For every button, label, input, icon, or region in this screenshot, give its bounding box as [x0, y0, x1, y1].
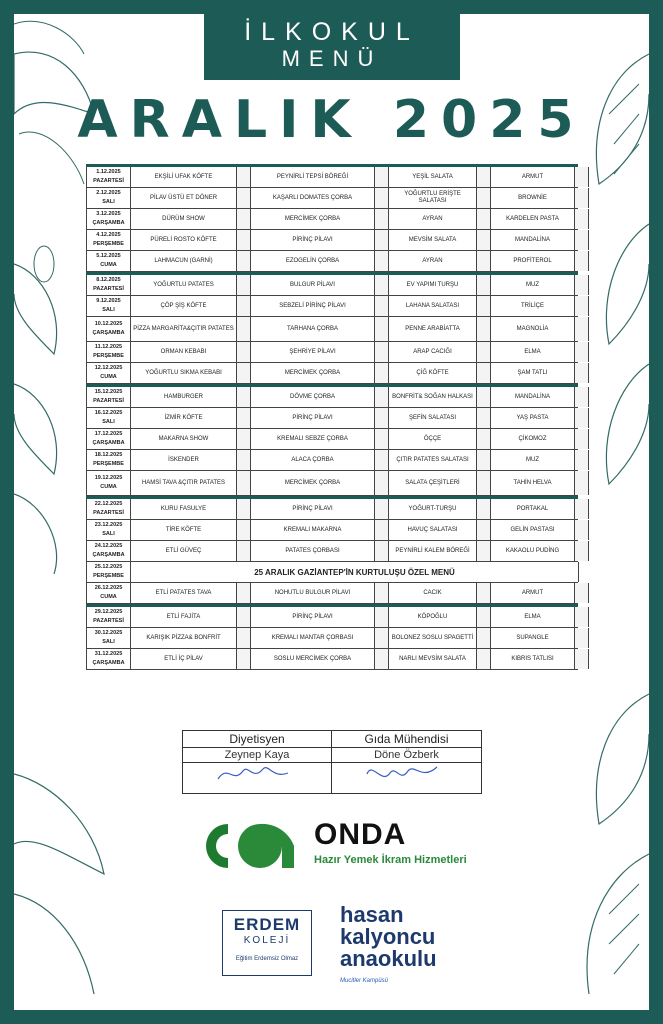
- dish-cell: EV YAPIMI TURŞU: [389, 275, 477, 295]
- dish-cell: MERCİMEK ÇORBA: [251, 471, 375, 495]
- blank-cell: [575, 450, 589, 470]
- menu-row: [86, 230, 578, 251]
- blank-cell: [477, 209, 491, 229]
- dish-cell: PİLAV ÜSTÜ ET DÖNER: [131, 188, 237, 208]
- dish-cell: BONFRİT& SOĞAN HALKASI: [389, 387, 477, 407]
- menu-row: [86, 317, 578, 342]
- blank-cell: [375, 317, 389, 341]
- dish-cell: HAMBURGER: [131, 387, 237, 407]
- leaf-decoration-icon: [559, 674, 649, 1004]
- blank-cell: [237, 296, 251, 316]
- dish-cell: KARIŞIK PİZZA& BONFRİT: [131, 628, 237, 648]
- blank-cell: [375, 583, 389, 603]
- dish-cell: HAMSİ TAVA &ÇITIR PATATES: [131, 471, 237, 495]
- date-text: 17.12.2025: [94, 431, 123, 437]
- blank-cell: [375, 649, 389, 669]
- blank-cell: [375, 628, 389, 648]
- blank-cell: [237, 275, 251, 295]
- date-text: 4.12.2025: [96, 232, 121, 238]
- signature-table: [182, 730, 482, 794]
- blank-cell: [375, 251, 389, 271]
- signature-scribble-icon: [213, 759, 293, 787]
- day-text: ÇARŞAMBA: [92, 552, 125, 558]
- menu-row: [86, 251, 578, 272]
- date-cell: [87, 471, 131, 495]
- dish-cell: LAHMACUN (GARNİ): [131, 251, 237, 271]
- date-cell: [87, 230, 131, 250]
- dish-cell: BOLONEZ SOSLU SPAGETTİ: [389, 628, 477, 648]
- blank-cell: [477, 188, 491, 208]
- date-cell: [87, 209, 131, 229]
- dish-cell: YEŞİL SALATA: [389, 167, 477, 187]
- blank-cell: [575, 583, 589, 603]
- dish-cell: PEYNİRLİ KALEM BÖREĞİ: [389, 541, 477, 561]
- date-text: 30.12.2025: [94, 630, 123, 636]
- dish-cell: BROWNİE: [491, 188, 575, 208]
- blank-cell: [375, 363, 389, 383]
- date-text: 1.12.2025: [96, 169, 121, 175]
- menu-row: [86, 562, 578, 583]
- blank-cell: [575, 275, 589, 295]
- blank-cell: [477, 450, 491, 470]
- dish-cell: ŞAM TATLI: [491, 363, 575, 383]
- blank-cell: [237, 317, 251, 341]
- dish-cell: İZMİR KÖFTE: [131, 408, 237, 428]
- date-cell: [87, 342, 131, 362]
- dish-cell: MANDALİNA: [491, 230, 575, 250]
- dish-cell: KARDELEN PASTA: [491, 209, 575, 229]
- blank-cell: [575, 628, 589, 648]
- blank-cell: [375, 275, 389, 295]
- dish-cell: PENNE ARABİATTA: [389, 317, 477, 341]
- date-cell: [87, 450, 131, 470]
- date-cell: [87, 296, 131, 316]
- blank-cell: [477, 649, 491, 669]
- dish-cell: KURU FASULYE: [131, 499, 237, 519]
- dish-cell: CACIK: [389, 583, 477, 603]
- signature-left: [183, 731, 332, 793]
- date-text: 23.12.2025: [94, 522, 123, 528]
- blank-cell: [237, 408, 251, 428]
- day-text: PAZARTESİ: [93, 618, 124, 624]
- blank-cell: [477, 628, 491, 648]
- signature-role: Diyetisyen: [183, 731, 331, 748]
- dish-cell: MERCİMEK ÇORBA: [251, 209, 375, 229]
- menu-row: [86, 188, 578, 209]
- dish-cell: PİZZA MARGARİTA&ÇITIR PATATES: [131, 317, 237, 341]
- blank-cell: [237, 429, 251, 449]
- dish-cell: MAKARNA SHOW: [131, 429, 237, 449]
- dish-cell: ÇITIR PATATES SALATASI: [389, 450, 477, 470]
- blank-cell: [237, 387, 251, 407]
- dish-cell: KAŞARLI DOMATES ÇORBA: [251, 188, 375, 208]
- day-text: CUMA: [100, 262, 117, 268]
- blank-cell: [575, 471, 589, 495]
- dish-cell: PİRİNÇ PİLAVI: [251, 230, 375, 250]
- hasan-line-3: anaokulu: [340, 946, 437, 971]
- date-cell: [87, 649, 131, 669]
- title-line-1: İLKOKUL: [244, 18, 420, 46]
- blank-cell: [237, 471, 251, 495]
- dish-cell: MUZ: [491, 450, 575, 470]
- signature-scribble-icon: [362, 759, 442, 787]
- day-text: PAZARTESİ: [93, 286, 124, 292]
- date-cell: [87, 317, 131, 341]
- day-text: SALI: [102, 199, 115, 205]
- leaf-decoration-icon: [14, 734, 114, 1010]
- signature-name: Zeynep Kaya: [183, 748, 331, 763]
- menu-row: [86, 387, 578, 408]
- blank-cell: [237, 342, 251, 362]
- menu-row: [86, 275, 578, 296]
- blank-cell: [575, 363, 589, 383]
- date-text: 26.12.2025: [94, 585, 123, 591]
- date-cell: [87, 541, 131, 561]
- date-text: 11.12.2025: [94, 344, 123, 350]
- dish-cell: ŞEHRİYE PİLAVI: [251, 342, 375, 362]
- signature-name: Döne Özberk: [332, 748, 481, 763]
- dish-cell: TİRE KÖFTE: [131, 520, 237, 540]
- day-text: PAZARTESİ: [93, 398, 124, 404]
- day-text: PERŞEMBE: [93, 241, 124, 247]
- blank-cell: [477, 607, 491, 627]
- dish-cell: MUZ: [491, 275, 575, 295]
- blank-cell: [375, 450, 389, 470]
- dish-cell: KAKAOLU PUDİNG: [491, 541, 575, 561]
- blank-cell: [477, 342, 491, 362]
- dish-cell: KREMALI MANTAR ÇORBASI: [251, 628, 375, 648]
- menu-row: [86, 541, 578, 562]
- date-text: 16.12.2025: [94, 410, 123, 416]
- date-text: 25.12.2025: [94, 564, 123, 570]
- day-text: SALI: [102, 419, 115, 425]
- blank-cell: [237, 209, 251, 229]
- erdem-name: ERDEM: [233, 915, 301, 934]
- dish-cell: ÇİĞ KÖFTE: [389, 363, 477, 383]
- blank-cell: [375, 499, 389, 519]
- date-cell: [87, 167, 131, 187]
- menu-row: [86, 209, 578, 230]
- dish-cell: MERCİMEK ÇORBA: [251, 363, 375, 383]
- dish-cell: DÜRÜM SHOW: [131, 209, 237, 229]
- menu-row: [86, 520, 578, 541]
- blank-cell: [375, 429, 389, 449]
- date-text: 22.12.2025: [94, 501, 123, 507]
- onda-subtitle: Hazır Yemek İkram Hizmetleri: [314, 854, 467, 866]
- dish-cell: YOĞURT-TURŞU: [389, 499, 477, 519]
- dish-cell: TARHANA ÇORBA: [251, 317, 375, 341]
- dish-cell: YAŞ PASTA: [491, 408, 575, 428]
- dish-cell: MANDALİNA: [491, 387, 575, 407]
- dish-cell: ELMA: [491, 607, 575, 627]
- blank-cell: [237, 607, 251, 627]
- date-cell: [87, 408, 131, 428]
- blank-cell: [375, 387, 389, 407]
- menu-row: [86, 649, 578, 670]
- leaf-decoration-icon: [14, 244, 84, 574]
- blank-cell: [237, 583, 251, 603]
- dish-cell: EZOGELİN ÇORBA: [251, 251, 375, 271]
- blank-cell: [237, 499, 251, 519]
- blank-cell: [375, 342, 389, 362]
- blank-cell: [237, 167, 251, 187]
- erdem-sub: KOLEJİ: [243, 935, 291, 946]
- dish-cell: ARMUT: [491, 167, 575, 187]
- day-text: SALI: [102, 639, 115, 645]
- dish-cell: PÜRELİ ROSTO KÖFTE: [131, 230, 237, 250]
- menu-row: [86, 408, 578, 429]
- blank-cell: [575, 251, 589, 271]
- date-text: 3.12.2025: [96, 211, 121, 217]
- menu-row: [86, 607, 578, 628]
- blank-cell: [575, 387, 589, 407]
- date-cell: [87, 251, 131, 271]
- special-menu-cell: 25 ARALIK GAZİANTEP'İN KURTULUŞU ÖZEL MENÜ: [131, 562, 579, 582]
- date-text: 15.12.2025: [94, 389, 123, 395]
- dish-cell: BULGUR PİLAVI: [251, 275, 375, 295]
- date-text: 10.12.2025: [94, 321, 123, 327]
- dish-cell: NOHUTLU BULGUR PİLAVI: [251, 583, 375, 603]
- date-cell: [87, 628, 131, 648]
- dish-cell: MEVSİM SALATA: [389, 230, 477, 250]
- blank-cell: [477, 296, 491, 316]
- date-cell: [87, 429, 131, 449]
- dish-cell: SOSLU MERCİMEK ÇORBA: [251, 649, 375, 669]
- dish-cell: ETLİ GÜVEÇ: [131, 541, 237, 561]
- menu-row: [86, 628, 578, 649]
- dish-cell: ARAP CACIĞI: [389, 342, 477, 362]
- dish-cell: KIBRIS TATLISI: [491, 649, 575, 669]
- erdem-logo: [222, 910, 312, 976]
- day-text: ÇARŞAMBA: [92, 440, 125, 446]
- date-text: 9.12.2025: [96, 298, 121, 304]
- date-text: 8.12.2025: [96, 277, 121, 283]
- blank-cell: [575, 296, 589, 316]
- day-text: CUMA: [100, 594, 117, 600]
- dish-cell: ORMAN KEBABI: [131, 342, 237, 362]
- blank-cell: [375, 167, 389, 187]
- blank-cell: [375, 188, 389, 208]
- menu-row: [86, 296, 578, 317]
- blank-cell: [477, 230, 491, 250]
- dish-cell: DÖVME ÇORBA: [251, 387, 375, 407]
- day-text: ÇARŞAMBA: [92, 220, 125, 226]
- blank-cell: [575, 607, 589, 627]
- blank-cell: [237, 251, 251, 271]
- blank-cell: [477, 429, 491, 449]
- date-text: 12.12.2025: [94, 365, 123, 371]
- blank-cell: [575, 209, 589, 229]
- date-cell: [87, 363, 131, 383]
- dish-cell: ELMA: [491, 342, 575, 362]
- dish-cell: ETLİ İÇ PİLAV: [131, 649, 237, 669]
- dish-cell: PORTAKAL: [491, 499, 575, 519]
- dish-cell: AYRAN: [389, 209, 477, 229]
- title-line-2: MENÜ: [281, 46, 383, 71]
- blank-cell: [375, 607, 389, 627]
- blank-cell: [237, 628, 251, 648]
- day-text: PERŞEMBE: [93, 353, 124, 359]
- dish-cell: HAVUÇ SALATASI: [389, 520, 477, 540]
- blank-cell: [237, 188, 251, 208]
- day-text: PERŞEMBE: [93, 573, 124, 579]
- blank-cell: [237, 520, 251, 540]
- menu-row: [86, 342, 578, 363]
- date-cell: [87, 275, 131, 295]
- dish-cell: ALACA ÇORBA: [251, 450, 375, 470]
- date-text: 31.12.2025: [94, 651, 123, 657]
- blank-cell: [477, 167, 491, 187]
- date-text: 24.12.2025: [94, 543, 123, 549]
- hasan-campus: Mucitler Kampüsü: [340, 978, 389, 984]
- day-text: SALI: [102, 531, 115, 537]
- day-text: SALI: [102, 307, 115, 313]
- dish-cell: AYRAN: [389, 251, 477, 271]
- blank-cell: [575, 167, 589, 187]
- date-cell: [87, 387, 131, 407]
- dish-cell: SUPANGLE: [491, 628, 575, 648]
- dish-cell: YOĞURTLU ERİŞTE SALATASI: [389, 188, 477, 208]
- date-cell: [87, 188, 131, 208]
- blank-cell: [575, 188, 589, 208]
- hasan-kalyoncu-logo: [340, 904, 437, 992]
- blank-cell: [477, 317, 491, 341]
- blank-cell: [575, 520, 589, 540]
- date-text: 18.12.2025: [94, 452, 123, 458]
- dish-cell: ETLİ PATATES TAVA: [131, 583, 237, 603]
- blank-cell: [477, 251, 491, 271]
- dish-cell: İSKENDER: [131, 450, 237, 470]
- day-text: CUMA: [100, 374, 117, 380]
- dish-cell: SALATA ÇEŞİTLERİ: [389, 471, 477, 495]
- day-text: PERŞEMBE: [93, 461, 124, 467]
- blank-cell: [575, 649, 589, 669]
- blank-cell: [375, 471, 389, 495]
- blank-cell: [477, 583, 491, 603]
- dish-cell: GELİN PASTASI: [491, 520, 575, 540]
- menu-row: [86, 499, 578, 520]
- blank-cell: [375, 230, 389, 250]
- dish-cell: ETLİ FAJİTA: [131, 607, 237, 627]
- menu-row: [86, 363, 578, 384]
- dish-cell: ÇÖP ŞİŞ KÖFTE: [131, 296, 237, 316]
- signature-right: [332, 731, 481, 793]
- day-text: CUMA: [100, 484, 117, 490]
- blank-cell: [575, 499, 589, 519]
- blank-cell: [575, 541, 589, 561]
- blank-cell: [237, 230, 251, 250]
- dish-cell: PİRİNÇ PİLAVI: [251, 499, 375, 519]
- blank-cell: [375, 520, 389, 540]
- dish-cell: KREMALI SEBZE ÇORBA: [251, 429, 375, 449]
- menu-table: [86, 164, 578, 670]
- dish-cell: NARLI MEVSİM SALATA: [389, 649, 477, 669]
- dish-cell: TRİLİÇE: [491, 296, 575, 316]
- blank-cell: [237, 541, 251, 561]
- dish-cell: ÇİKOMOZ: [491, 429, 575, 449]
- blank-cell: [375, 541, 389, 561]
- leaf-decoration-icon: [579, 214, 649, 514]
- dish-cell: EKŞİLİ UFAK KÖFTE: [131, 167, 237, 187]
- blank-cell: [575, 317, 589, 341]
- onda-wordmark: ONDA: [314, 818, 407, 851]
- blank-cell: [575, 429, 589, 449]
- day-text: PAZARTESİ: [93, 510, 124, 516]
- date-cell: [87, 583, 131, 603]
- dish-cell: YOĞURTLU PATATES: [131, 275, 237, 295]
- date-cell: [87, 499, 131, 519]
- date-text: 2.12.2025: [96, 190, 121, 196]
- blank-cell: [237, 363, 251, 383]
- blank-cell: [477, 541, 491, 561]
- dish-cell: PROFİTEROL: [491, 251, 575, 271]
- month-title: ARALIK 2025: [77, 90, 586, 150]
- blank-cell: [575, 230, 589, 250]
- dish-cell: KÖPOĞLU: [389, 607, 477, 627]
- date-cell: [87, 520, 131, 540]
- date-text: 5.12.2025: [96, 253, 121, 259]
- blank-cell: [477, 275, 491, 295]
- date-cell: [87, 607, 131, 627]
- dish-cell: ŞEFİN SALATASI: [389, 408, 477, 428]
- menu-row: [86, 429, 578, 450]
- dish-cell: PİRİNÇ PİLAVI: [251, 408, 375, 428]
- blank-cell: [375, 296, 389, 316]
- menu-row: [86, 167, 578, 188]
- dish-cell: PİRİNÇ PİLAVI: [251, 607, 375, 627]
- dish-cell: ARMUT: [491, 583, 575, 603]
- date-cell: [87, 562, 131, 582]
- signature-role: Gıda Mühendisi: [332, 731, 481, 748]
- dish-cell: ÖÇÇE: [389, 429, 477, 449]
- blank-cell: [477, 471, 491, 495]
- title-banner: [204, 6, 460, 80]
- hasan-line-1: hasan: [340, 902, 404, 927]
- dish-cell: PEYNİRLİ TEPSİ BÖREĞİ: [251, 167, 375, 187]
- blank-cell: [375, 209, 389, 229]
- menu-row: [86, 583, 578, 604]
- blank-cell: [477, 387, 491, 407]
- dish-cell: LAHANA SALATASI: [389, 296, 477, 316]
- blank-cell: [477, 499, 491, 519]
- blank-cell: [477, 408, 491, 428]
- blank-cell: [477, 363, 491, 383]
- menu-row: [86, 471, 578, 496]
- dish-cell: YOĞURTLU SIKMA KEBABI: [131, 363, 237, 383]
- date-text: 19.12.2025: [94, 475, 123, 481]
- dish-cell: MAGNOLİA: [491, 317, 575, 341]
- dish-cell: SEBZELİ PİRİNÇ PİLAVI: [251, 296, 375, 316]
- blank-cell: [575, 342, 589, 362]
- day-text: ÇARŞAMBA: [92, 330, 125, 336]
- blank-cell: [477, 520, 491, 540]
- dish-cell: KREMALI MAKARNA: [251, 520, 375, 540]
- dish-cell: TAHİN HELVA: [491, 471, 575, 495]
- menu-row: [86, 450, 578, 471]
- dish-cell: PATATES ÇORBASI: [251, 541, 375, 561]
- blank-cell: [237, 649, 251, 669]
- day-text: ÇARŞAMBA: [92, 660, 125, 666]
- blank-cell: [375, 408, 389, 428]
- blank-cell: [237, 450, 251, 470]
- blank-cell: [575, 408, 589, 428]
- erdem-slogan: Eğitim Erdemsiz Olmaz: [235, 956, 299, 962]
- day-text: PAZARTESİ: [93, 178, 124, 184]
- hasan-line-2: kalyoncu: [340, 924, 436, 949]
- date-text: 29.12.2025: [94, 609, 123, 615]
